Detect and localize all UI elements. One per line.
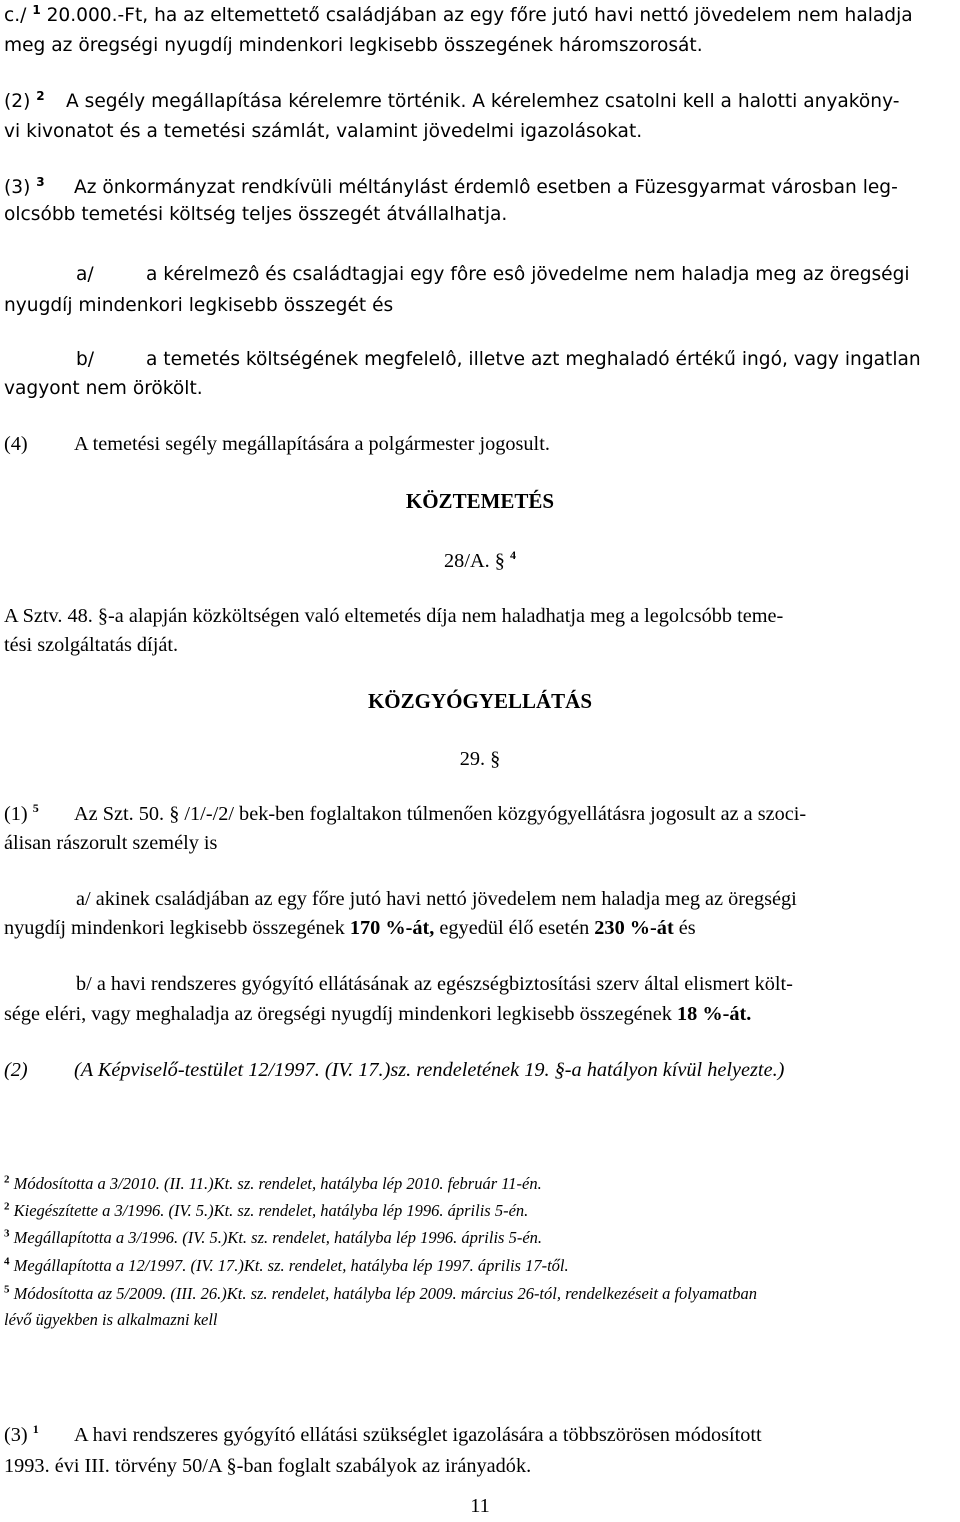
kozgy-item-b-line-1: b/ a havi rendszeres gyógyító ellátásának az egészségbiztosítási szerv által elismert költ- bbox=[76, 973, 793, 995]
kozgy-paragraph-1-line-2: álisan rászorult személy is bbox=[4, 832, 218, 854]
koztemetes-line-2: tési szolgáltatás díját. bbox=[4, 634, 179, 656]
heading-koztemetes: KÖZTEMETÉS bbox=[405, 489, 555, 513]
tail-paragraph-line-2: 1993. évi III. törvény 50/A §-ban foglalt szabályok az irányadók. bbox=[4, 1455, 532, 1477]
paragraph-2-line-1: (2) $^2$ A segély megállapítása kérelemre történik. A kérelemhez csatolni kell a halotti anyaköny- bbox=[4, 88, 900, 112]
item-a-line-2: nyugdíj mindenkori legkisebb összegét és bbox=[4, 295, 394, 316]
heading-kozgyogyellatas: KÖZGYÓGYELLÁTÁS bbox=[367, 689, 593, 713]
footnote-5-continuation: lévő ügyekben is alkalmazni kell bbox=[4, 1310, 218, 1329]
tail-paragraph-line-1: (3) $^1$ A havi rendszeres gyógyító ellátási szükséglet igazolására a többszörösen módosított bbox=[4, 1422, 762, 1446]
kozgy-paragraph-2: (2) (A Képviselő-testület 12/1997. (IV. 17.)sz. rendeletének 19. §-a hatályon kívül helyezte.) bbox=[4, 1059, 785, 1081]
footnote-5: $^5$ Módosította az 5/2009. (III. 26.)Kt. sz. rendelet, hatályba lép 2009. március 26-tól, rendelkezéseit a folyamatban bbox=[4, 1283, 757, 1303]
footnote-1: $^2$ Módosította a 3/2010. (II. 11.)Kt. sz. rendelet, hatályba lép 2010. február 11-én. bbox=[4, 1173, 542, 1193]
section-28a: 28/A. § $^4$ bbox=[444, 548, 516, 572]
kozgy-paragraph-1-line-1: (1) $^5$ Az Szt. 50. § /1/-/2/ bek-ben foglaltakon túlmenően közgyógyellátásra jogosult az a szoci- bbox=[4, 801, 807, 825]
kozgy-item-a-line-1: a/ akinek családjában az egy főre jutó havi nettó jövedelem nem haladja meg az öregségi bbox=[76, 888, 797, 910]
footnote-4: $^4$ Megállapította a 12/1997. (IV. 17.)Kt. sz. rendelet, hatályba lép 1997. április 17-től. bbox=[4, 1255, 569, 1275]
page-number: 11 bbox=[470, 1495, 490, 1517]
paragraph-3-line-2: olcsóbb temetési költség teljes összegét átvállalhatja. bbox=[4, 204, 508, 225]
item-b-line-1: b/ a temetés költségének megfelelô, illetve azt meghaladó értékű ingó, vagy ingatlan bbox=[76, 349, 921, 370]
kozgy-item-b-line-2: sége eléri, vagy meghaladja az öregségi nyugdíj mindenkori legkisebb összegének 18 %-át. bbox=[4, 1003, 752, 1025]
paragraph-c-line-2: meg az öregségi nyugdíj mindenkori legkisebb összegének háromszorosát. bbox=[4, 35, 703, 56]
paragraph-c-line-1: c./ $^1$ 20.000.-Ft, ha az eltemettető családjában az egy főre jutó havi nettó jövedelem nem haladja bbox=[4, 2, 913, 26]
paragraph-2-line-2: vi kivonatot és a temetési számlát, valamint jövedelmi igazolásokat. bbox=[4, 121, 643, 142]
paragraph-4: (4) A temetési segély megállapítására a polgármester jogosult. bbox=[4, 433, 550, 455]
section-29: 29. § bbox=[459, 748, 501, 770]
kozgy-item-a-line-2: nyugdíj mindenkori legkisebb összegének 170 %-át, egyedül élő esetén 230 %-át és bbox=[4, 917, 696, 939]
item-b-line-2: vagyont nem örökölt. bbox=[4, 378, 203, 399]
koztemetes-line-1: A Sztv. 48. §-a alapján közköltségen való eltemetés díja nem haladhatja meg a legolcsóbb teme- bbox=[4, 605, 784, 627]
paragraph-3-line-1: (3) $^3$ Az önkormányzat rendkívüli méltánylást érdemlô esetben a Füzesgyarmat városban leg- bbox=[4, 174, 898, 198]
footnote-3: $^3$ Megállapította a 3/1996. (IV. 5.)Kt. sz. rendelet, hatályba lép 1996. április 5-én. bbox=[4, 1227, 543, 1247]
footnote-2: $^2$ Kiegészítette a 3/1996. (IV. 5.)Kt. sz. rendelet, hatályba lép 1996. április 5-én. bbox=[4, 1200, 529, 1220]
item-a-line-1: a/ a kérelmezô és családtagjai egy fôre esô jövedelme nem haladja meg az öregségi bbox=[76, 264, 910, 285]
